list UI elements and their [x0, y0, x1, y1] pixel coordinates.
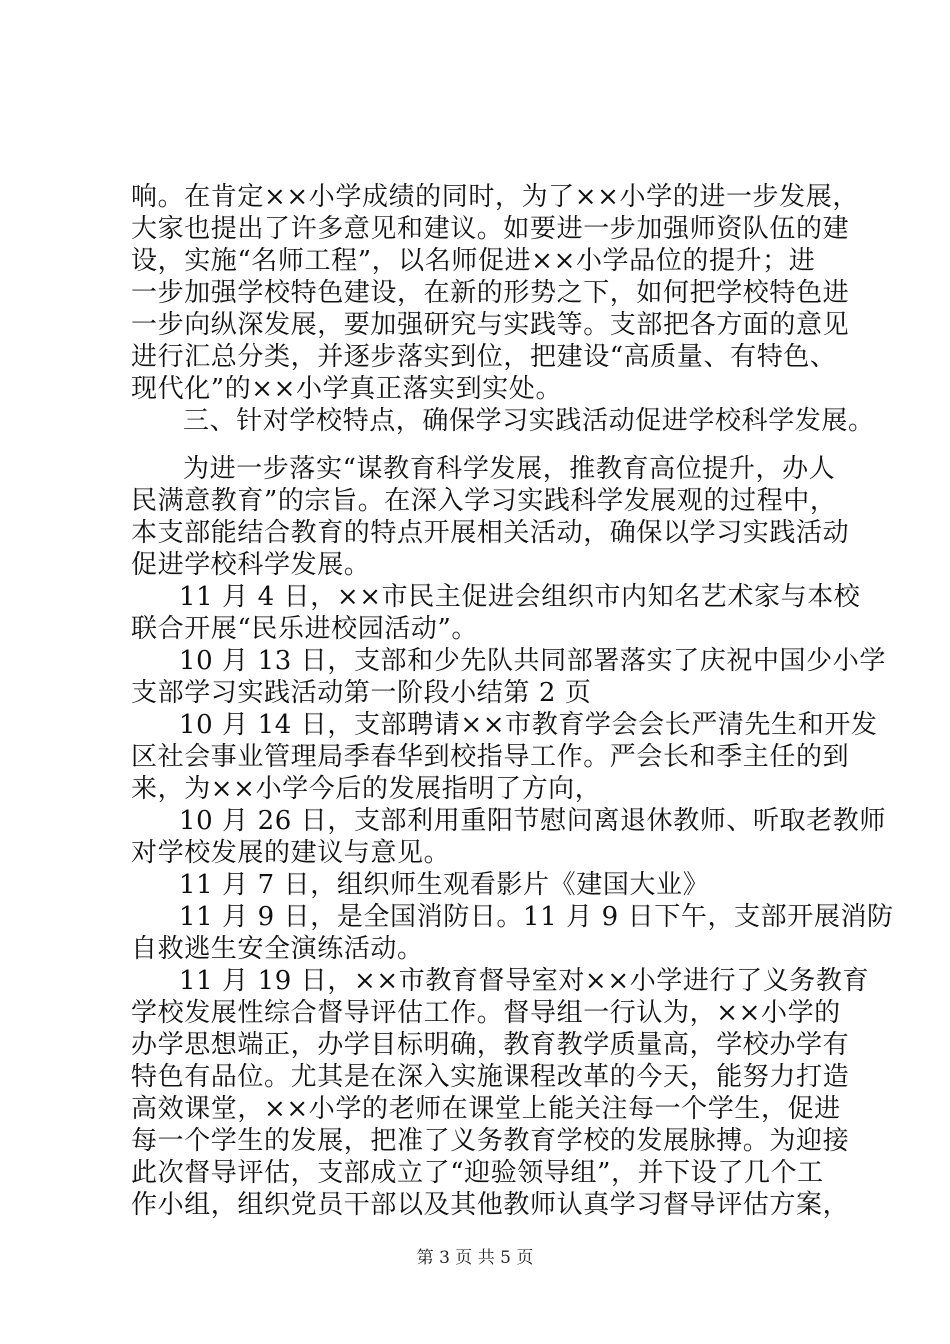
text-line: 支部学习实践活动第一阶段小结第 2 页	[131, 678, 592, 708]
text-line: 办学思想端正，办学目标明确，教育教学质量高，学校办学有	[131, 1030, 850, 1060]
text-line: 来，为××小学今后的发展指明了方向，	[131, 774, 602, 804]
text-line: 响。在肯定××小学成绩的同时，为了××小学的进一步发展，	[131, 182, 859, 212]
text-line: 学校发展性综合督导评估工作。督导组一行认为，××小学的	[131, 998, 841, 1028]
text-line: 作小组，组织党员干部以及其他教师认真学习督导评估方案，	[131, 1190, 850, 1220]
text-line: 设，实施“名师工程”，以名师促进××小学品位的提升；进	[131, 246, 816, 276]
text-line: 对学校发展的建议与意见。	[131, 838, 451, 868]
text-line: 大家也提出了许多意见和建议。如要进一步加强师资队伍的建	[131, 214, 850, 244]
text-line: 民满意教育”的宗旨。在深入学习实践科学发展观的过程中，	[131, 486, 837, 516]
text-line: 自救逃生安全演练活动。	[131, 934, 424, 964]
text-line: 此次督导评估，支部成立了“迎验领导组”，并下设了几个工	[131, 1158, 824, 1188]
text-line: 现代化”的××小学真正落实到实处。	[131, 374, 563, 404]
text-line: 高效课堂，××小学的老师在课堂上能关注每一个学生，促进	[131, 1094, 841, 1124]
text-line: 一步向纵深发展，要加强研究与实践等。支部把各方面的意见	[131, 310, 850, 340]
text-line: 本支部能结合教育的特点开展相关活动，确保以学习实践活动	[131, 518, 850, 548]
text-line: 每一个学生的发展，把准了义务教育学校的发展脉搏。为迎接	[131, 1126, 850, 1156]
text-line: 进行汇总分类，并逐步落实到位，把建设“高质量、有特色、	[131, 342, 837, 372]
text-line: 11 月 4 日，××市民主促进会组织市内知名艺术家与本校	[179, 582, 861, 612]
text-line: 11 月 7 日，组织师生观看影片《建国大业》	[179, 870, 710, 900]
page-number-footer: 第 3 页 共 5 页	[416, 1248, 534, 1268]
text-line: 特色有品位。尤其是在深入实施课程改革的今天，能努力打造	[131, 1062, 850, 1092]
section-heading: 三、针对学校特点，确保学习实践活动促进学校科学发展。	[183, 406, 875, 436]
text-line: 区社会事业管理局季春华到校指导工作。严会长和季主任的到	[131, 742, 850, 772]
text-line: 联合开展“民乐进校园活动”。	[131, 614, 478, 644]
text-line: 10 月 14 日，支部聘请××市教育学会会长严清先生和开发	[179, 710, 878, 740]
text-line: 11 月 9 日，是全国消防日。11 月 9 日下午，支部开展消防	[179, 902, 894, 932]
text-line: 10 月 26 日，支部利用重阳节慰问离退休教师、听取老教师	[179, 806, 886, 836]
text-line: 11 月 19 日，××市教育督导室对××小学进行了义务教育	[179, 966, 870, 996]
text-line: 促进学校科学发展。	[131, 550, 371, 580]
text-line: 为进一步落实“谋教育科学发展，推教育高位提升，办人	[183, 454, 836, 484]
text-line: 一步加强学校特色建设，在新的形势之下，如何把学校特色进	[131, 278, 850, 308]
text-line: 10 月 13 日，支部和少先队共同部署落实了庆祝中国少小学	[179, 646, 886, 676]
